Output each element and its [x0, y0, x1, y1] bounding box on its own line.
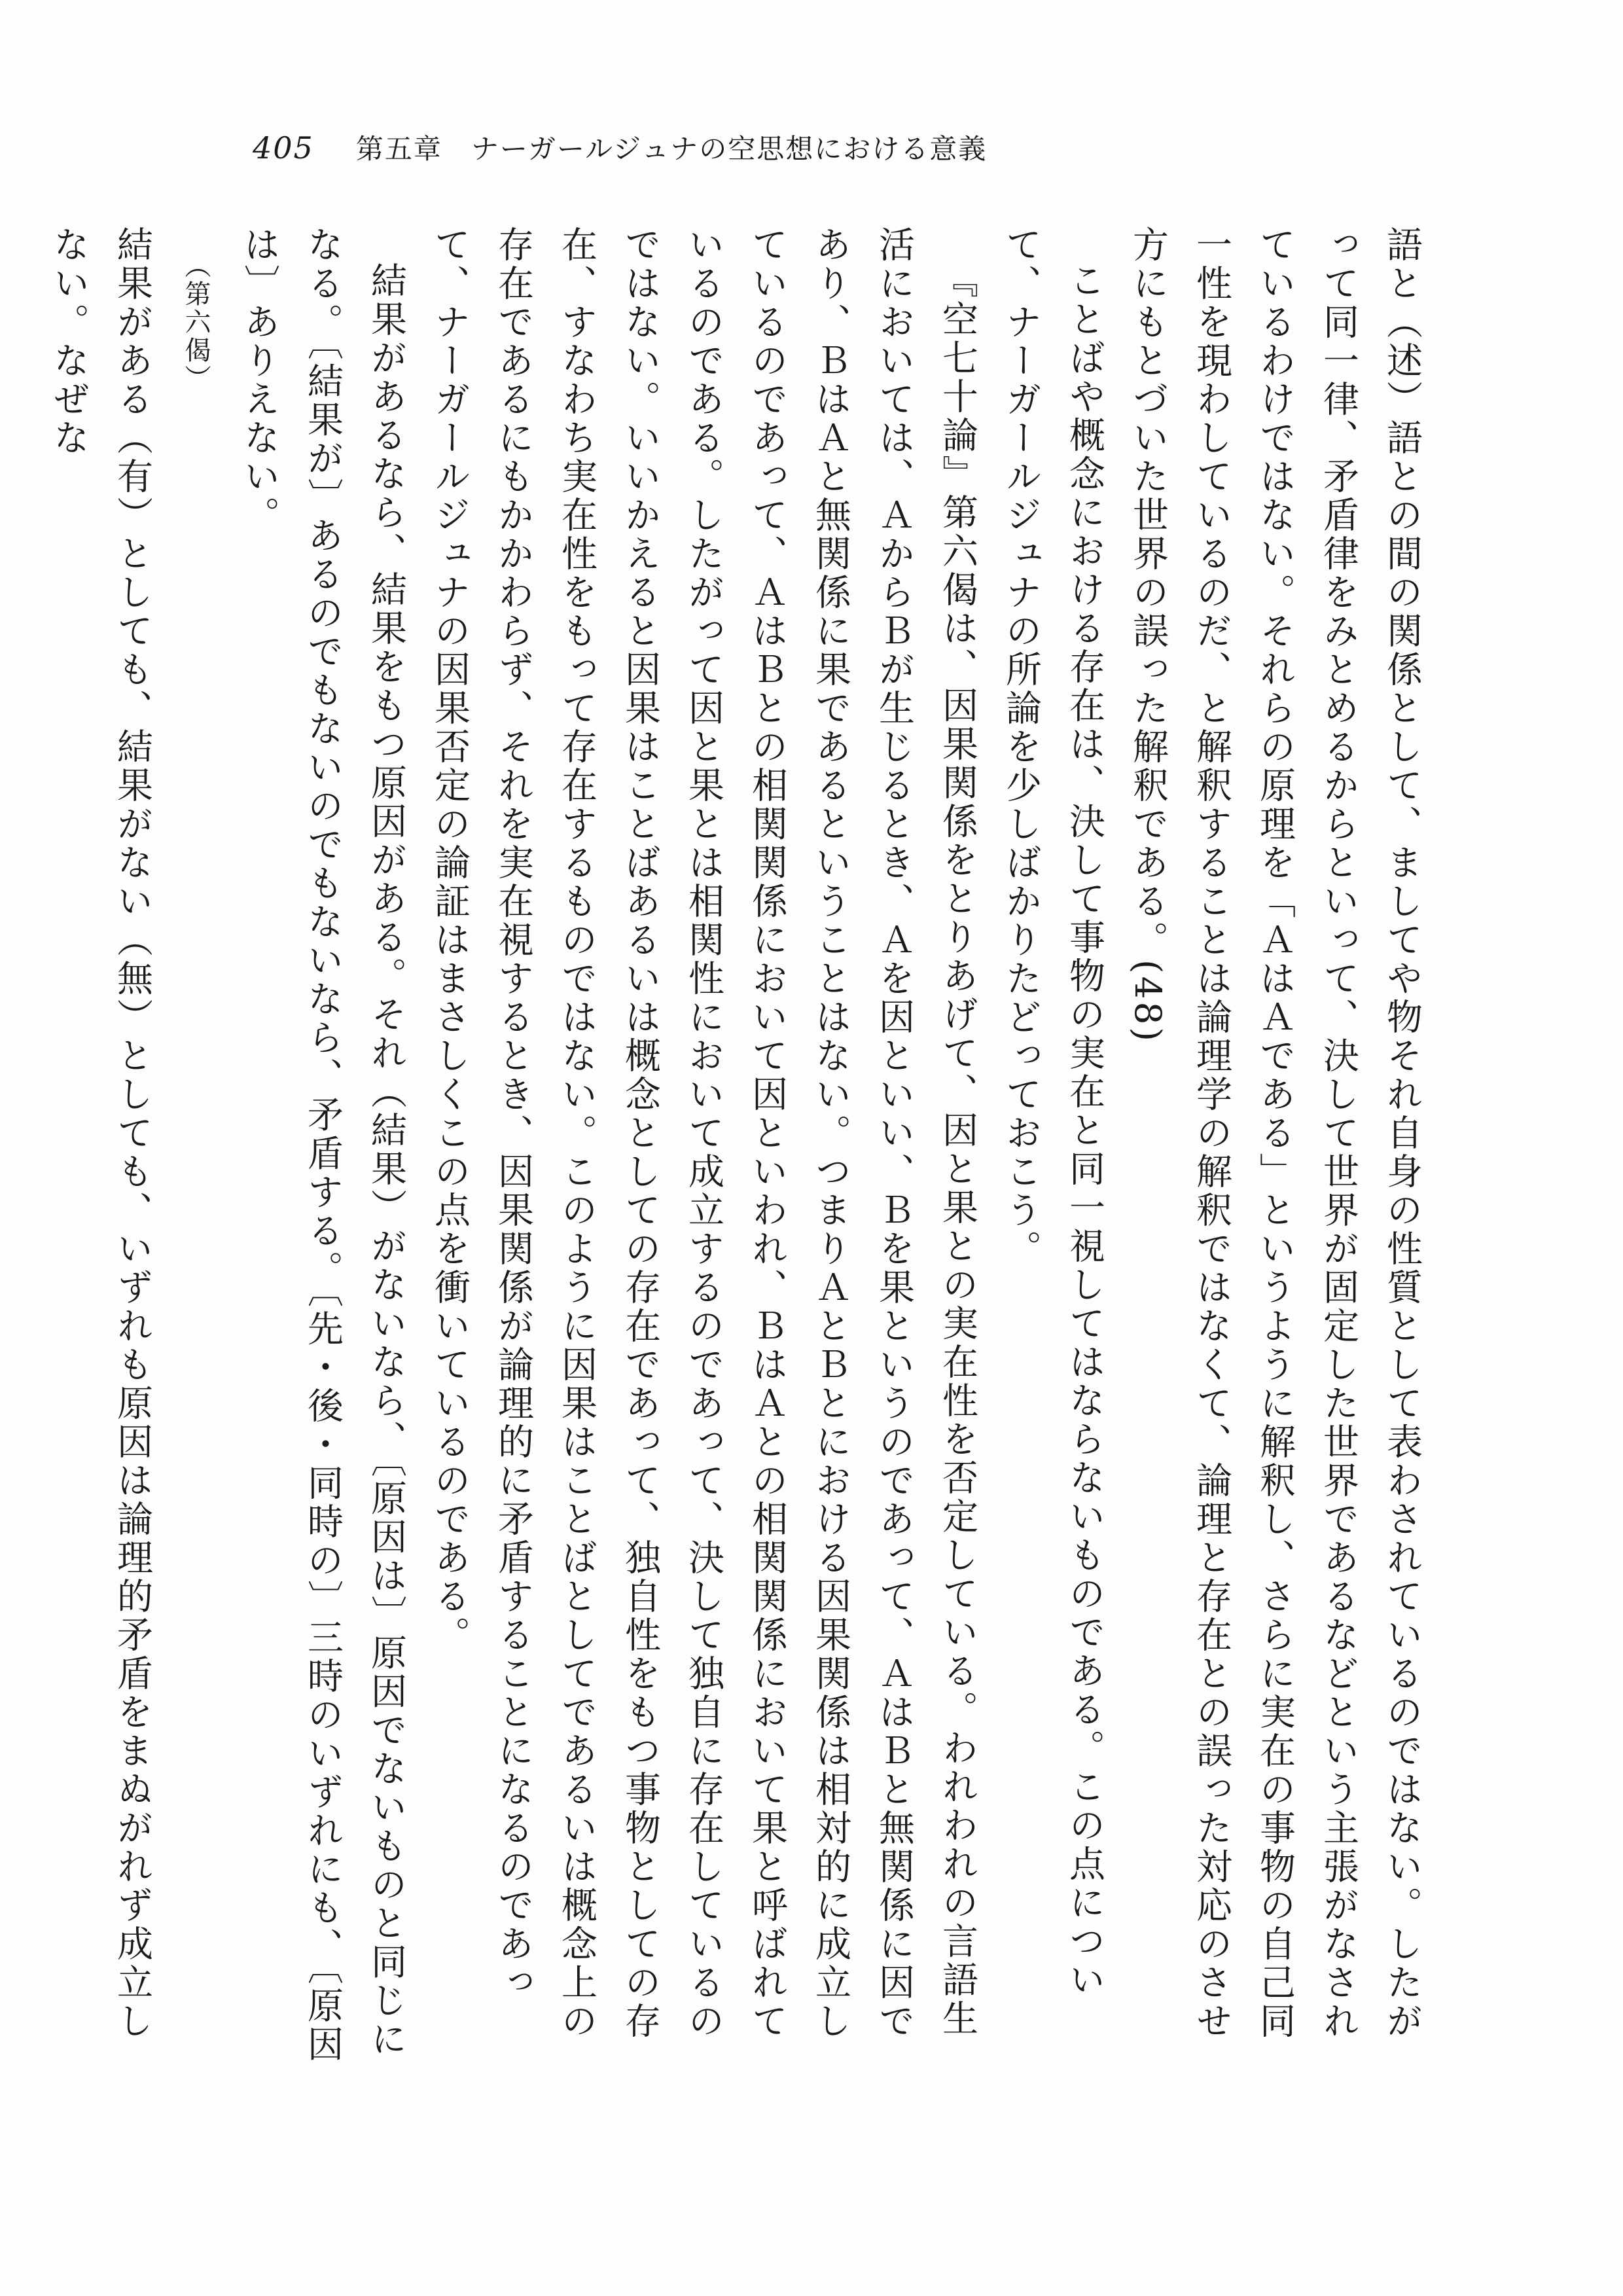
page-number: 405: [253, 130, 314, 166]
verse-citation: （第六偈）: [181, 252, 211, 393]
paragraph-continuation: 結果がある（有）としても、結果がない（無）としても、いずれも原因は論理的矛盾をまぬがれず成立しない。なぜな: [48, 226, 153, 2041]
vertical-body-text: [48, 226, 1433, 2068]
paragraph-seventy-verses: 『空七十論』第六偈は、因果関係をとりあげて、因と果との実在性を否定している。われわれの言語生活においては、ＡからＢが生じるとき、Ａを因といい、Ｂを果というのであって、ＡはＢと無関係に因であり、ＢはＡと無関係に果であるということはない。つまりＡとＢとにおける因果関係は相対的に成立しているのであって、ＡはＢとの相関関係において因といわれ、ＢはＡとの相関関係において果と呼ばれているのである。したがって因と果とは相関性において成立するのであって、決して独自に存在しているのではない。いいかえると因果はことばあるいは概念としての存在であって、独自性をもつ事物としての存在、すなわち実在性をもって存在するものではない。このように因果はことばとしてであるいは概念上の存在であるにもかかわらず、それを実在視するとき、因果関係が論理的に矛盾することになるのであって、ナーガールジュナの因果否定の論証はまさしくこの点を衝いているのである。: [429, 226, 978, 2041]
paragraph-logic-laws: 語と（述）語との間の関係として、ましてや物それ自身の性質として表わされているのではない。したがって同一律、矛盾律をみとめるからといって、決して世界が固定した世界であるなどという主張がなされているわけではない。それらの原理を「ＡはＡである」というように解釈し、さらに実在の事物の自己同一性を現わしているのだ、と解釈することは論理学の解釈ではなくて、論理と存在との誤った対応のさせ方にもとづいた世界の誤った解釈である。(48): [1127, 226, 1423, 2041]
running-header: [253, 128, 987, 173]
verse-quotation: 結果があるなら、結果をもつ原因がある。それ（結果）がないなら、〔原因は〕原因でないものと同じになる。〔結果が〕あるのでもないのでもないなら、矛盾する。〔先・後・同時の〕三時のいずれにも、〔原因は〕ありえない。: [238, 226, 407, 2064]
chapter-title: 第五章 ナーガールジュナの空思想における意義: [355, 133, 988, 165]
paragraph-words-concepts: ことばや概念における存在は、決して事物の実在と同一視してはならないものである。この点について、ナーガールジュナの所論を少しばかりたどっておこう。: [1000, 226, 1105, 2000]
